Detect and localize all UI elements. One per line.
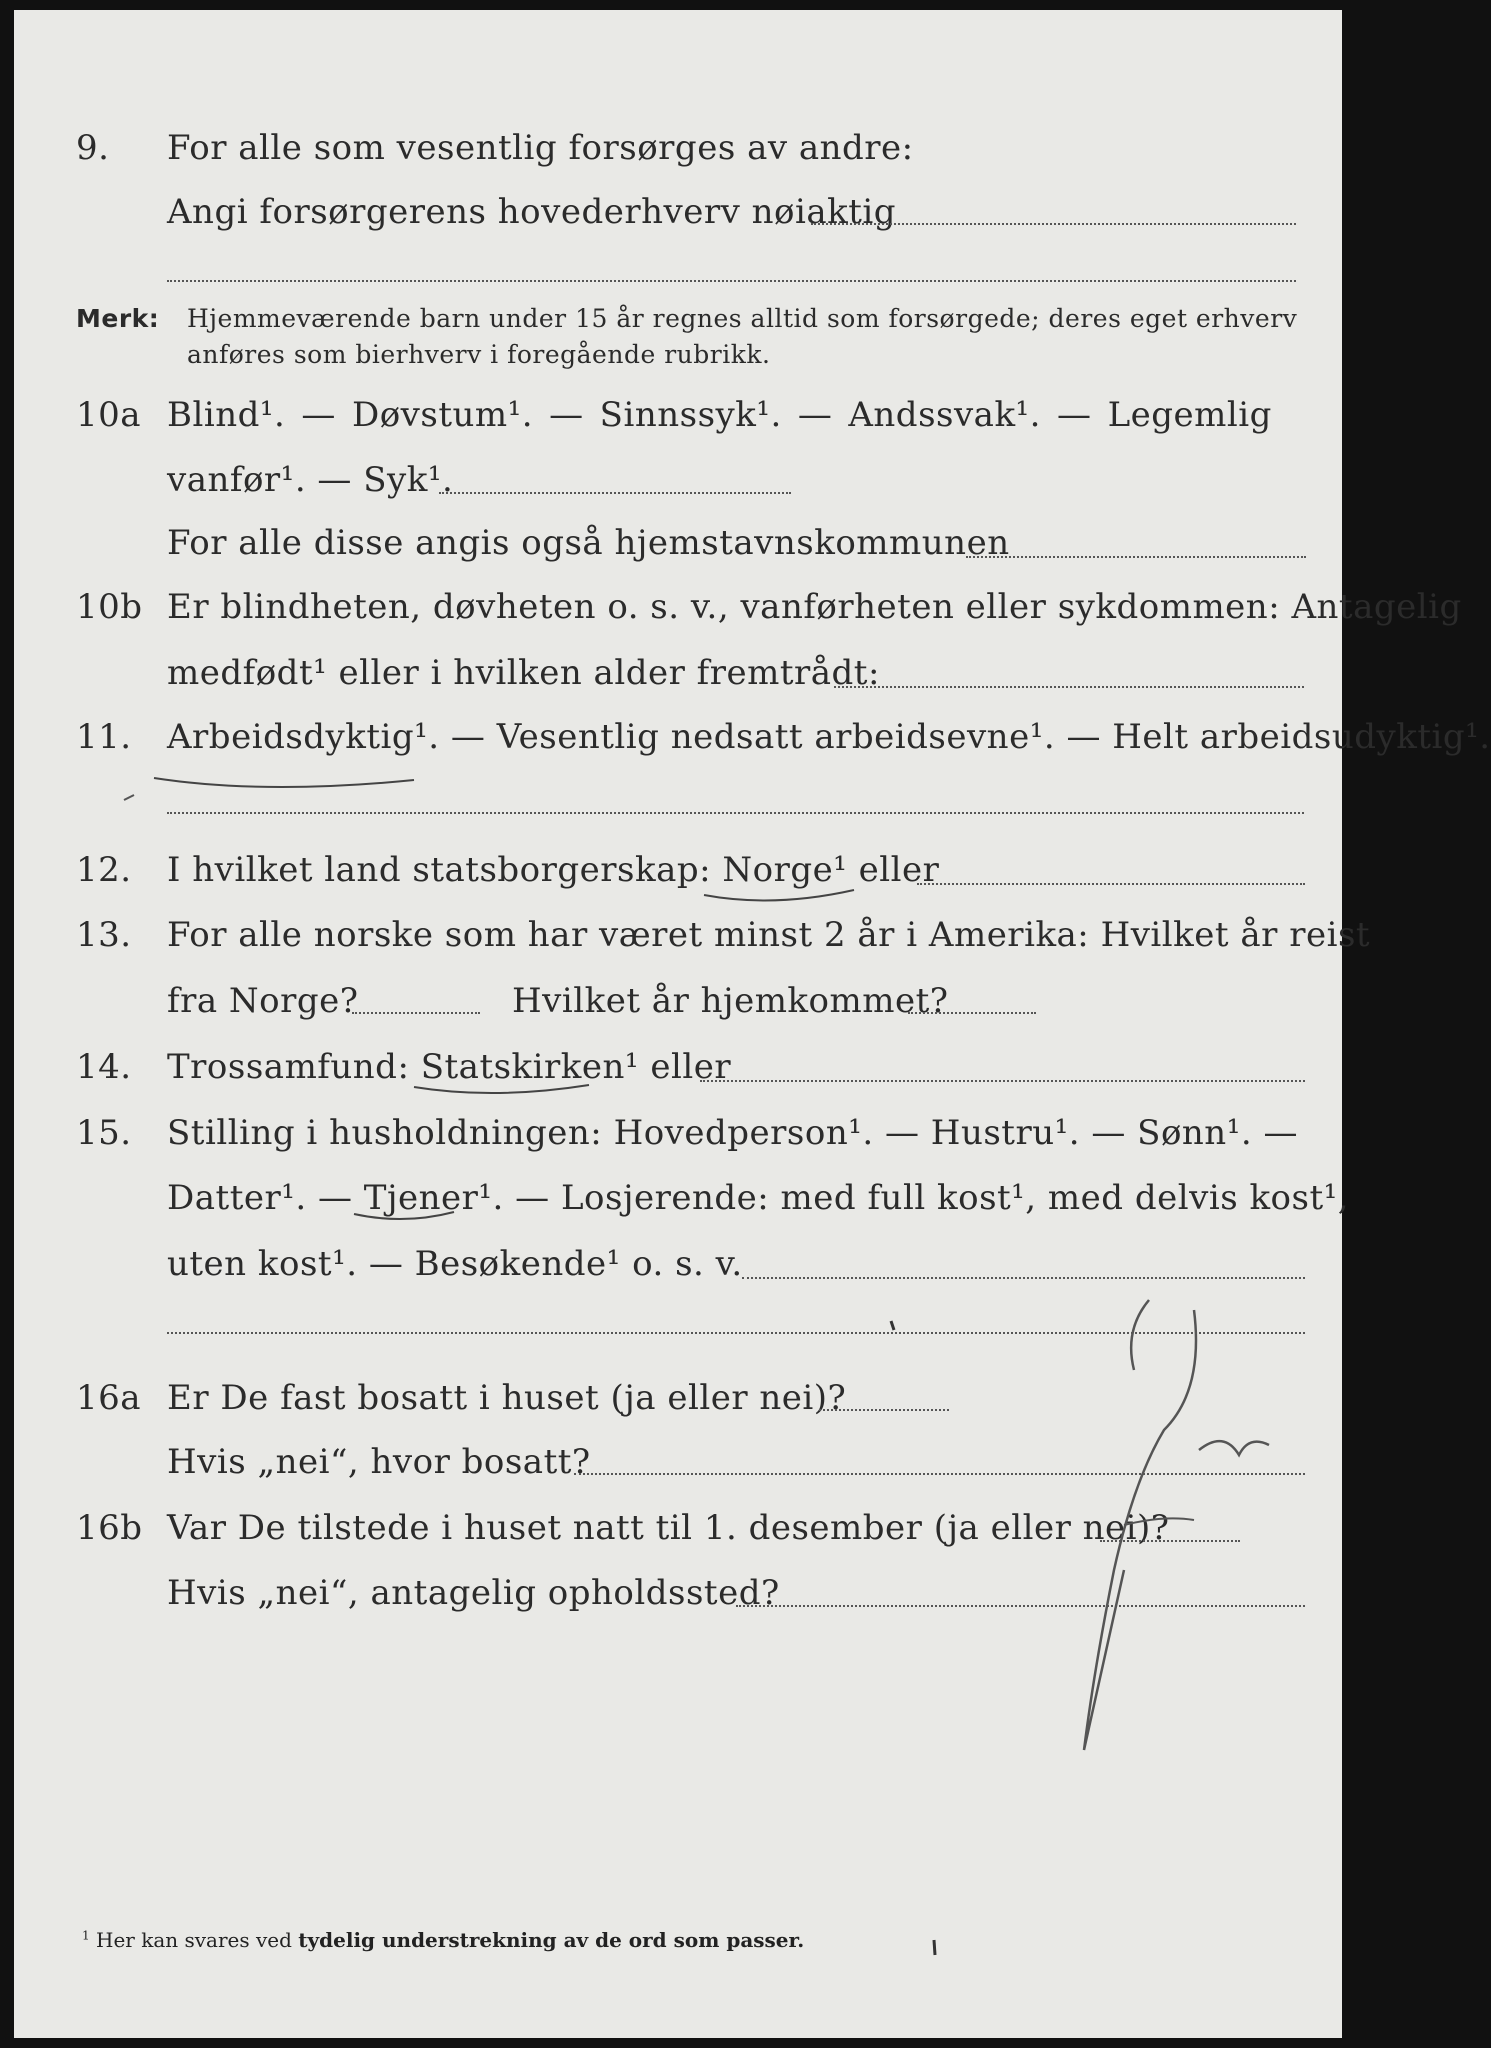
q9-answer-line[interactable] [811, 223, 1296, 225]
q10b-answer-line[interactable] [834, 686, 1304, 688]
merk-label: Merk: [76, 304, 160, 333]
dash: — [301, 395, 336, 435]
pen-mark [124, 795, 134, 800]
ink-dot [891, 1321, 894, 1330]
q13-text: For alle norske som har været minst 2 år i Amerika: Hvilket år reist [167, 915, 1371, 955]
q12-number: 12. [76, 850, 132, 890]
q10b-number: 10b [76, 587, 143, 627]
q16a-number: 16a [76, 1378, 142, 1418]
q14-answer-line[interactable] [700, 1080, 1305, 1082]
q10a-answer-line[interactable] [439, 492, 791, 494]
dash: — [797, 395, 833, 435]
census-form-page [14, 10, 1491, 2038]
q15-text-3: uten kost¹. — Besøkende¹ o. s. v. [167, 1244, 743, 1284]
option-dovstum[interactable]: Døvstum¹. [351, 395, 534, 435]
option-blind[interactable]: Blind¹. [167, 395, 286, 435]
q13-year-returned-line[interactable] [908, 1012, 1036, 1014]
q10a-answer-line-2[interactable] [966, 556, 1306, 558]
handwritten-ja-a [1199, 1441, 1269, 1455]
q16b-number: 16b [76, 1508, 143, 1548]
underline-norge [704, 890, 854, 900]
q15-text: Stilling i husholdningen: Hovedperson¹. — Hustru¹. — Sønn¹. — [167, 1113, 1298, 1153]
q10a-text-2: vanfør¹. — Syk¹. [167, 460, 454, 500]
q16a-answer-line-2[interactable] [574, 1473, 1305, 1475]
q16b-text: Var De tilstede i huset natt til 1. desember (ja eller nei)? [167, 1508, 1170, 1548]
footnote-text: Her kan svares ved [96, 1928, 292, 1952]
ink-dot-2 [934, 1940, 935, 1955]
q12-text: I hvilket land statsborgerskap: Norge¹ eller [167, 850, 940, 890]
q14-text: Trossamfund: Statskirken¹ eller [167, 1047, 732, 1087]
q10a-number: 10a [76, 395, 142, 435]
q10a-options [167, 395, 1272, 435]
q15-text-2: Datter¹. — Tjener¹. — Losjerende: med full kost¹, med delvis kost¹, [167, 1178, 1350, 1218]
q9-text-2: Angi forsørgerens hovederhverv nøiaktig [167, 192, 897, 232]
q15-answer-line[interactable] [742, 1277, 1305, 1279]
q16b-text-2: Hvis „nei“, antagelig opholdssted? [167, 1573, 780, 1613]
q16a-text: Er De fast bosatt i huset (ja eller nei)? [167, 1378, 847, 1418]
q16b-answer-line[interactable] [1100, 1540, 1240, 1542]
q10a-text-3: For alle disse angis også hjemstavnskommunen [167, 523, 1010, 563]
underline-arbeidsdyktig [154, 778, 414, 787]
footnote [82, 1928, 804, 1952]
option-sinnssyk[interactable]: Sinnssyk¹. [599, 395, 782, 435]
q11-text: Arbeidsdyktig¹. — Vesentlig nedsatt arbeidsevne¹. — Helt arbeidsudyktig¹. [167, 717, 1491, 757]
footnote-mark: 1 [82, 1928, 90, 1943]
option-andssvak[interactable]: Andssvak¹. [848, 395, 1041, 435]
q9-text: For alle som vesentlig forsørges av andre: [167, 128, 914, 168]
q15-answer-line-2[interactable] [167, 1332, 1305, 1334]
q10b-text: Er blindheten, døvheten o. s. v., vanførheten eller sykdommen: Antagelig [167, 587, 1462, 627]
q13-number: 13. [76, 915, 132, 955]
option-legemlig[interactable]: Legemlig [1107, 395, 1272, 435]
merk-text: Hjemmeværende barn under 15 år regnes alltid som forsørgede; deres eget erhverv [187, 304, 1298, 333]
q10b-text-2: medfødt¹ eller i hvilken alder fremtrådt: [167, 653, 880, 693]
dash: — [549, 395, 584, 435]
q13-text-2a: fra Norge? [167, 981, 359, 1021]
q12-answer-line[interactable] [917, 883, 1305, 885]
q9-answer-line-2[interactable] [167, 280, 1296, 282]
q9-number: 9. [76, 128, 110, 168]
q11-answer-line[interactable] [167, 812, 1304, 814]
q15-number: 15. [76, 1113, 132, 1153]
footnote-bold-text: tydelig understrekning av de ord som passer. [298, 1928, 805, 1952]
merk-text-2: anføres som bierhverv i foregående rubrikk. [187, 340, 771, 369]
q16a-text-2: Hvis „nei“, hvor bosatt? [167, 1442, 591, 1482]
q14-number: 14. [76, 1047, 132, 1087]
q13-year-left-line[interactable] [352, 1012, 480, 1014]
q16a-answer-line[interactable] [819, 1409, 949, 1411]
q11-number: 11. [76, 717, 132, 757]
q16b-answer-line-2[interactable] [736, 1605, 1305, 1607]
dash: — [1057, 395, 1092, 435]
q13-text-2b: Hvilket år hjemkommet? [512, 981, 949, 1021]
